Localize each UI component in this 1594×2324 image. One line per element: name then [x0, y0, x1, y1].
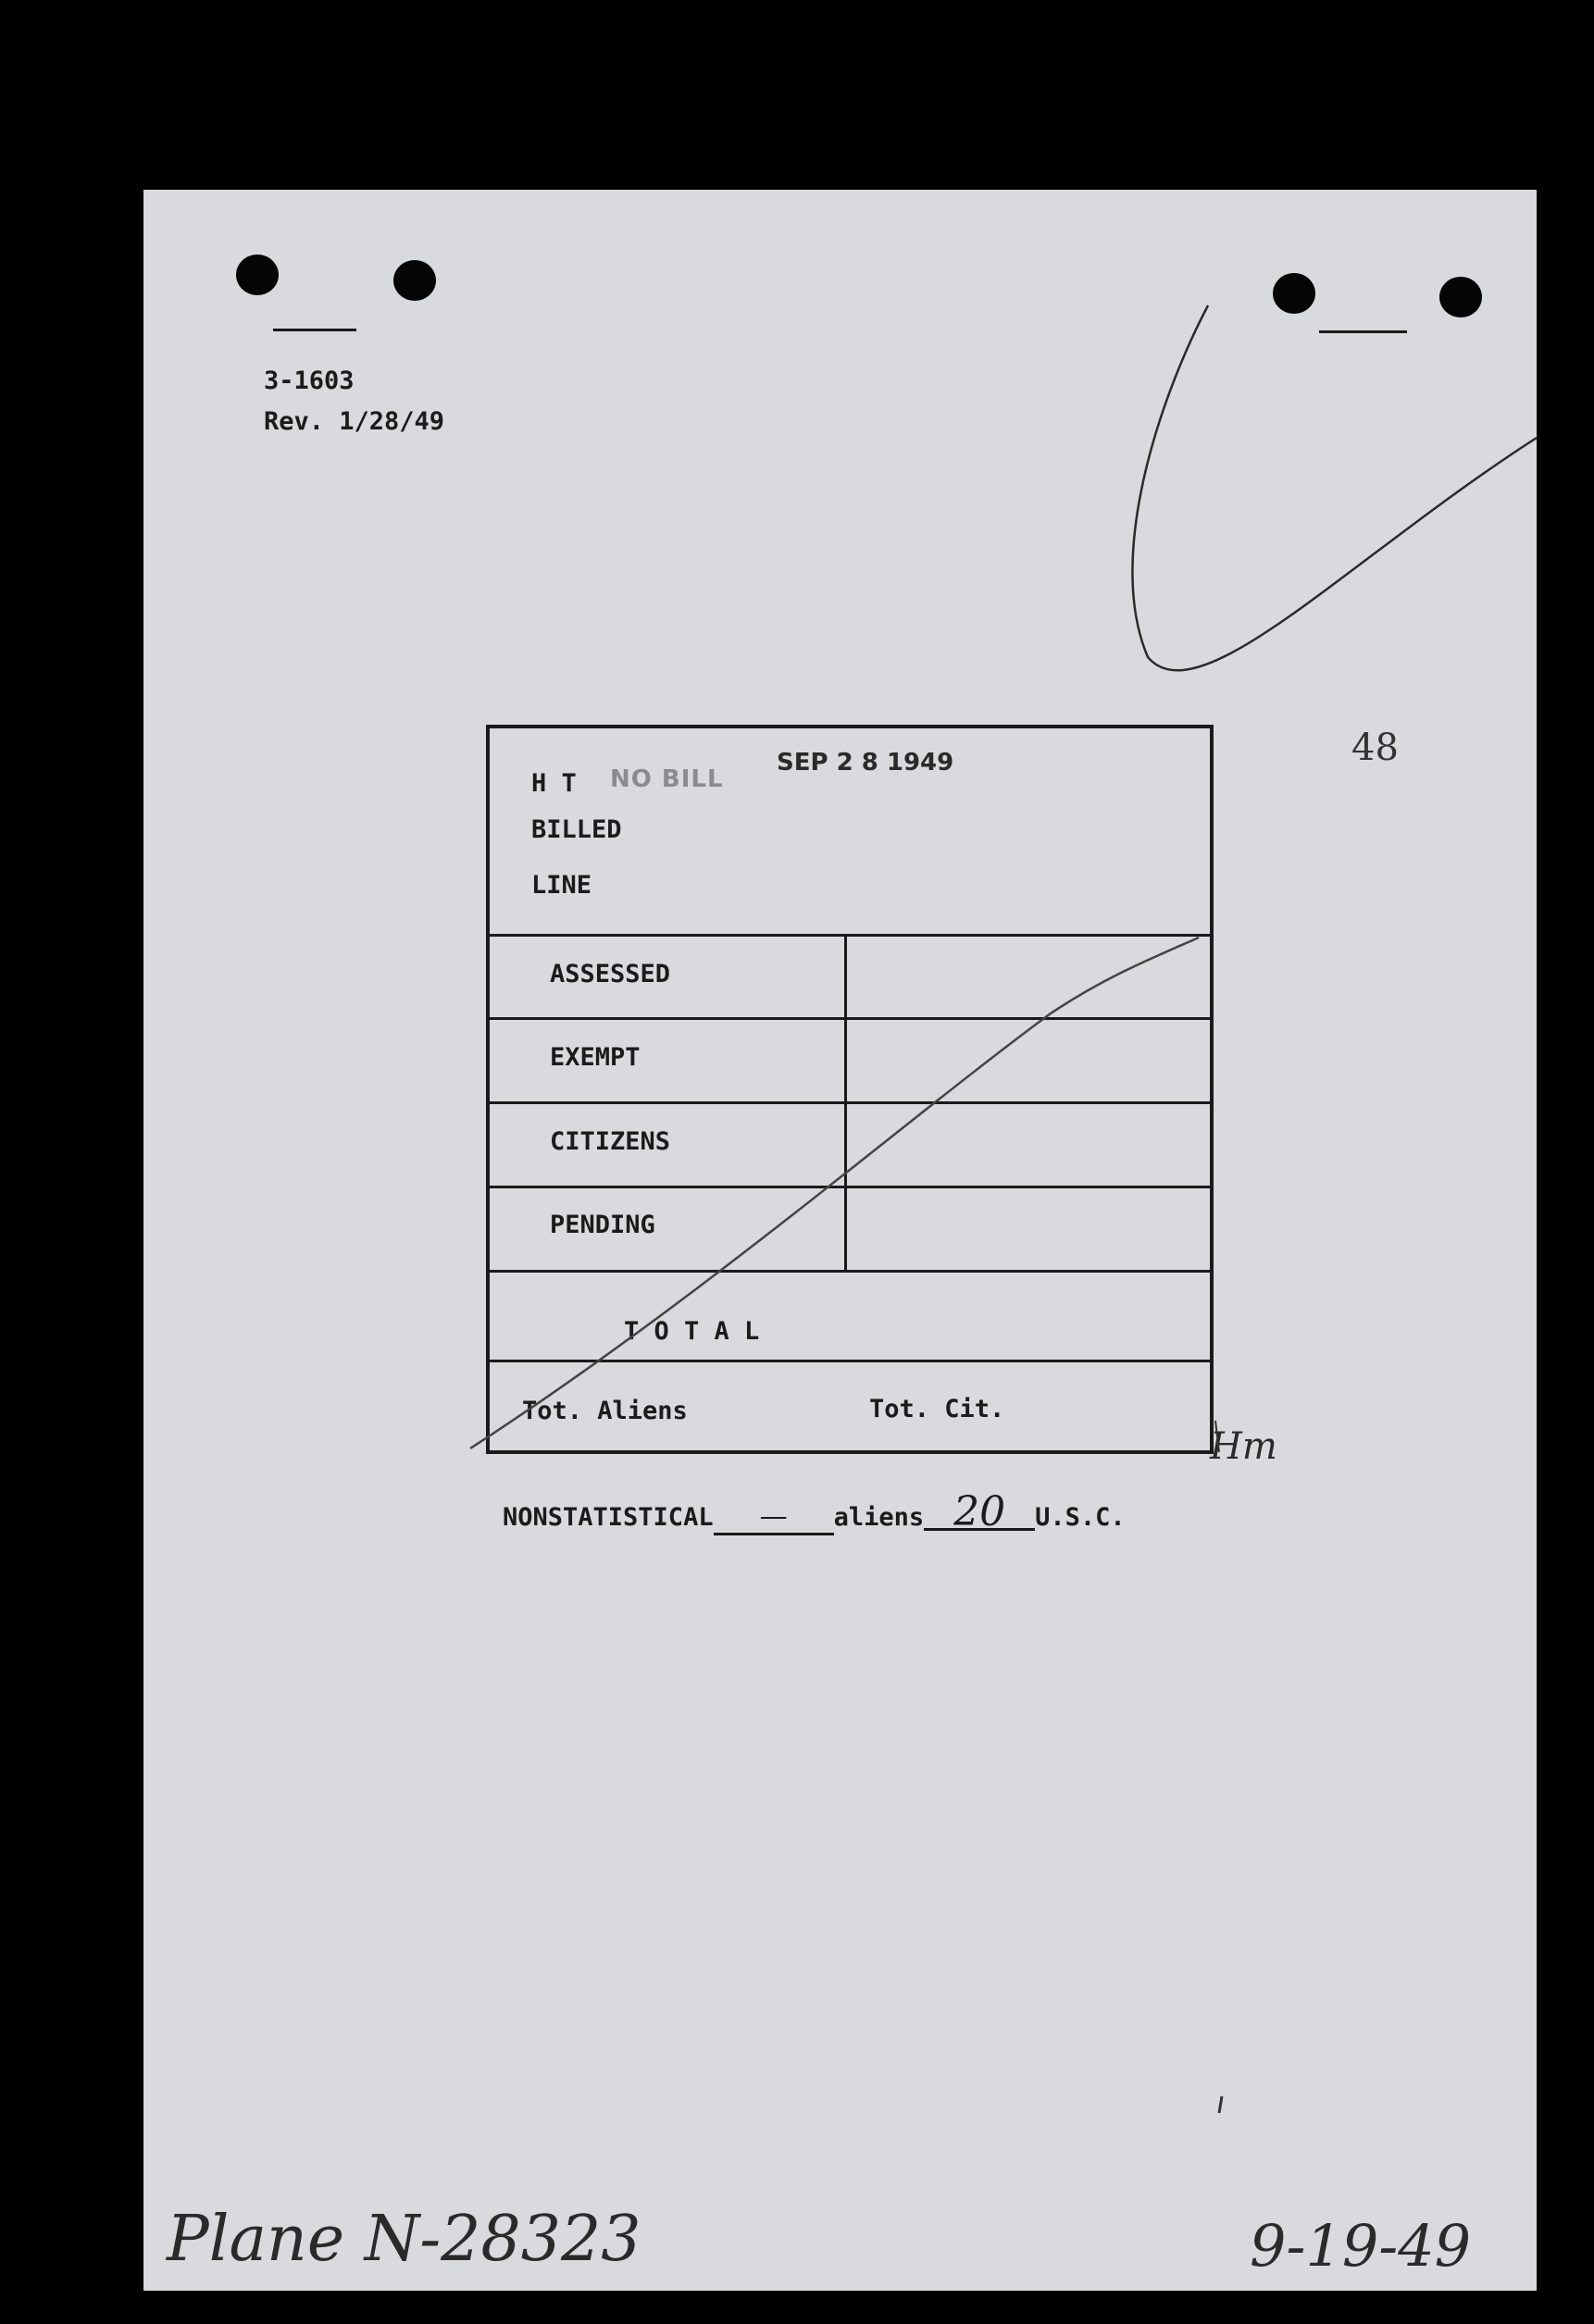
date-stamp: SEP 2 8 1949 [777, 749, 954, 777]
header-rule [1319, 330, 1407, 333]
nonstatistical-label: NONSTATISTICAL [503, 1503, 714, 1532]
page-number: 48 [1351, 727, 1399, 769]
row-exempt: EXEMPT [550, 1043, 641, 1072]
tot-cit-label: Tot. Cit. [869, 1395, 1005, 1423]
no-bill-stamp: NO BILL [610, 765, 724, 793]
row-pending: PENDING [550, 1211, 655, 1239]
nonstat-usc-label: U.S.C. [1035, 1503, 1126, 1532]
tot-aliens-label: Tot. Aliens [522, 1397, 688, 1425]
handwritten-plane-number: Plane N-28323 [167, 2203, 641, 2276]
handwritten-initials: Hm [1210, 1425, 1277, 1468]
form-revision: Rev. 1/28/49 [264, 407, 445, 436]
form-rule [490, 1017, 1210, 1020]
form-rule [490, 934, 1210, 937]
nonstat-aliens-label: aliens [833, 1503, 925, 1532]
row-citizens: CITIZENS [550, 1127, 671, 1156]
punch-hole [236, 255, 279, 295]
manifest-form-box [486, 725, 1214, 1454]
document-page [143, 190, 1537, 2291]
total-label: T O T A L [624, 1317, 760, 1346]
punch-hole [1439, 277, 1482, 317]
form-number: 3-1603 [264, 367, 355, 395]
label-line: LINE [531, 871, 592, 900]
pencil-curve [1132, 305, 1537, 670]
nonstat-aliens-value: — [714, 1500, 834, 1535]
form-rule [490, 1101, 1210, 1104]
row-assessed: ASSESSED [550, 960, 671, 988]
form-rule [490, 1186, 1210, 1188]
nonstatistical-line [503, 1488, 1126, 1535]
label-billed: BILLED [531, 815, 622, 844]
punch-hole [1273, 273, 1315, 314]
punch-hole [393, 260, 436, 301]
header-rule [273, 329, 356, 331]
pencil-mark [1219, 2096, 1222, 2113]
nonstat-usc-value: 20 [924, 1497, 1035, 1531]
handwritten-date: 9-19-49 [1250, 2212, 1472, 2280]
form-column-rule [844, 934, 847, 1273]
label-ht: H T [531, 769, 577, 798]
form-rule [490, 1360, 1210, 1362]
form-identifier [264, 361, 444, 442]
form-rule [490, 1270, 1210, 1273]
